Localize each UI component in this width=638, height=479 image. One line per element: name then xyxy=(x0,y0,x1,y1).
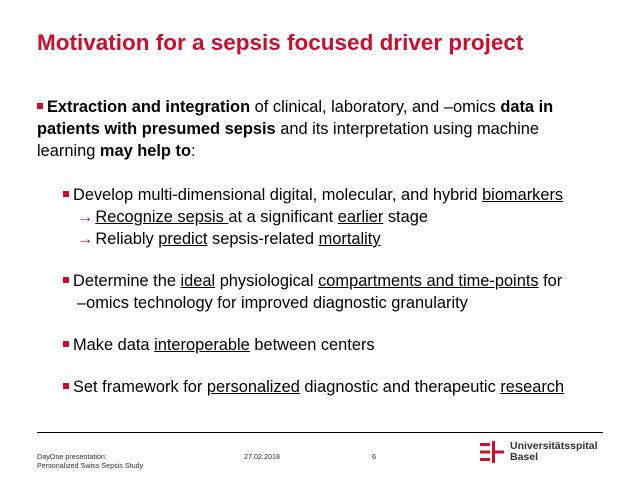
bullet-text: sepsis-related xyxy=(207,230,319,248)
intro-text: Extraction and integration xyxy=(47,98,251,116)
bullet-framework xyxy=(63,376,623,398)
bullet-text: Recognize sepsis xyxy=(95,208,229,226)
bullet-text: interoperable xyxy=(154,336,250,354)
footer-text: Personalized Swiss Sepsis Study xyxy=(37,461,144,470)
sub-item-predict xyxy=(63,228,623,250)
bullet-text: biomarkers xyxy=(482,186,564,204)
intro-text: and its interpretation using machine xyxy=(275,120,539,138)
bullet-text: physiological xyxy=(215,272,319,290)
right-arrow-icon: → xyxy=(77,208,94,226)
bullet-text: personalized xyxy=(206,378,300,396)
logo-text xyxy=(510,441,598,463)
footer-text: DayOne presentation: xyxy=(37,452,107,461)
slide-title: Motivation for a sepsis focused driver project xyxy=(37,30,524,55)
intro-paragraph xyxy=(37,96,612,162)
square-bullet-icon xyxy=(63,383,69,389)
logo-mark-icon xyxy=(480,441,504,463)
bullet-text: compartments and time-points xyxy=(318,272,539,290)
bullet-text: Make data xyxy=(73,336,155,354)
intro-text: patients with presumed sepsis xyxy=(37,120,276,138)
square-bullet-icon xyxy=(37,103,43,109)
intro-text: learning xyxy=(37,142,100,160)
bullet-compartments xyxy=(63,270,623,314)
bullet-interoperable xyxy=(63,334,623,356)
bullet-biomarkers xyxy=(63,184,623,250)
bullet-text: ideal xyxy=(180,272,216,290)
bullet-text: diagnostic and therapeutic xyxy=(299,378,501,396)
bullet-text: Determine the xyxy=(73,272,181,290)
bullet-text: Set framework for xyxy=(73,378,207,396)
bullet-text: research xyxy=(500,378,565,396)
logo-line: Basel xyxy=(510,451,539,463)
footer-presentation-info xyxy=(37,452,143,470)
bullet-text: for xyxy=(538,272,563,290)
bullet-text: predict xyxy=(158,230,208,248)
intro-text: of clinical, laboratory, and –omics xyxy=(250,98,501,116)
bullet-text: mortality xyxy=(318,230,381,248)
bullet-text: earlier xyxy=(337,208,384,226)
square-bullet-icon xyxy=(63,341,69,347)
square-bullet-icon xyxy=(63,191,69,197)
hospital-logo xyxy=(480,441,598,463)
square-bullet-icon xyxy=(63,277,69,283)
footer-divider xyxy=(37,432,603,433)
logo-line: Universitätsspital xyxy=(510,440,598,452)
page-number: 6 xyxy=(372,452,376,461)
bullet-text: stage xyxy=(383,208,428,226)
bullet-text: Reliably xyxy=(95,230,159,248)
intro-text: may help to xyxy=(99,142,191,160)
bullet-text: between centers xyxy=(249,336,375,354)
intro-text: data in xyxy=(500,98,554,116)
bullet-text: Develop multi-dimensional digital, molecular, and hybrid xyxy=(73,186,483,204)
right-arrow-icon: → xyxy=(77,230,94,248)
sub-item-recognize xyxy=(63,206,623,228)
bullet-text: –omics technology for improved diagnostic granularity xyxy=(77,294,468,312)
bullet-text: at a significant xyxy=(228,208,338,226)
intro-text: : xyxy=(190,142,196,160)
footer-date: 27.02.2018 xyxy=(244,452,280,461)
